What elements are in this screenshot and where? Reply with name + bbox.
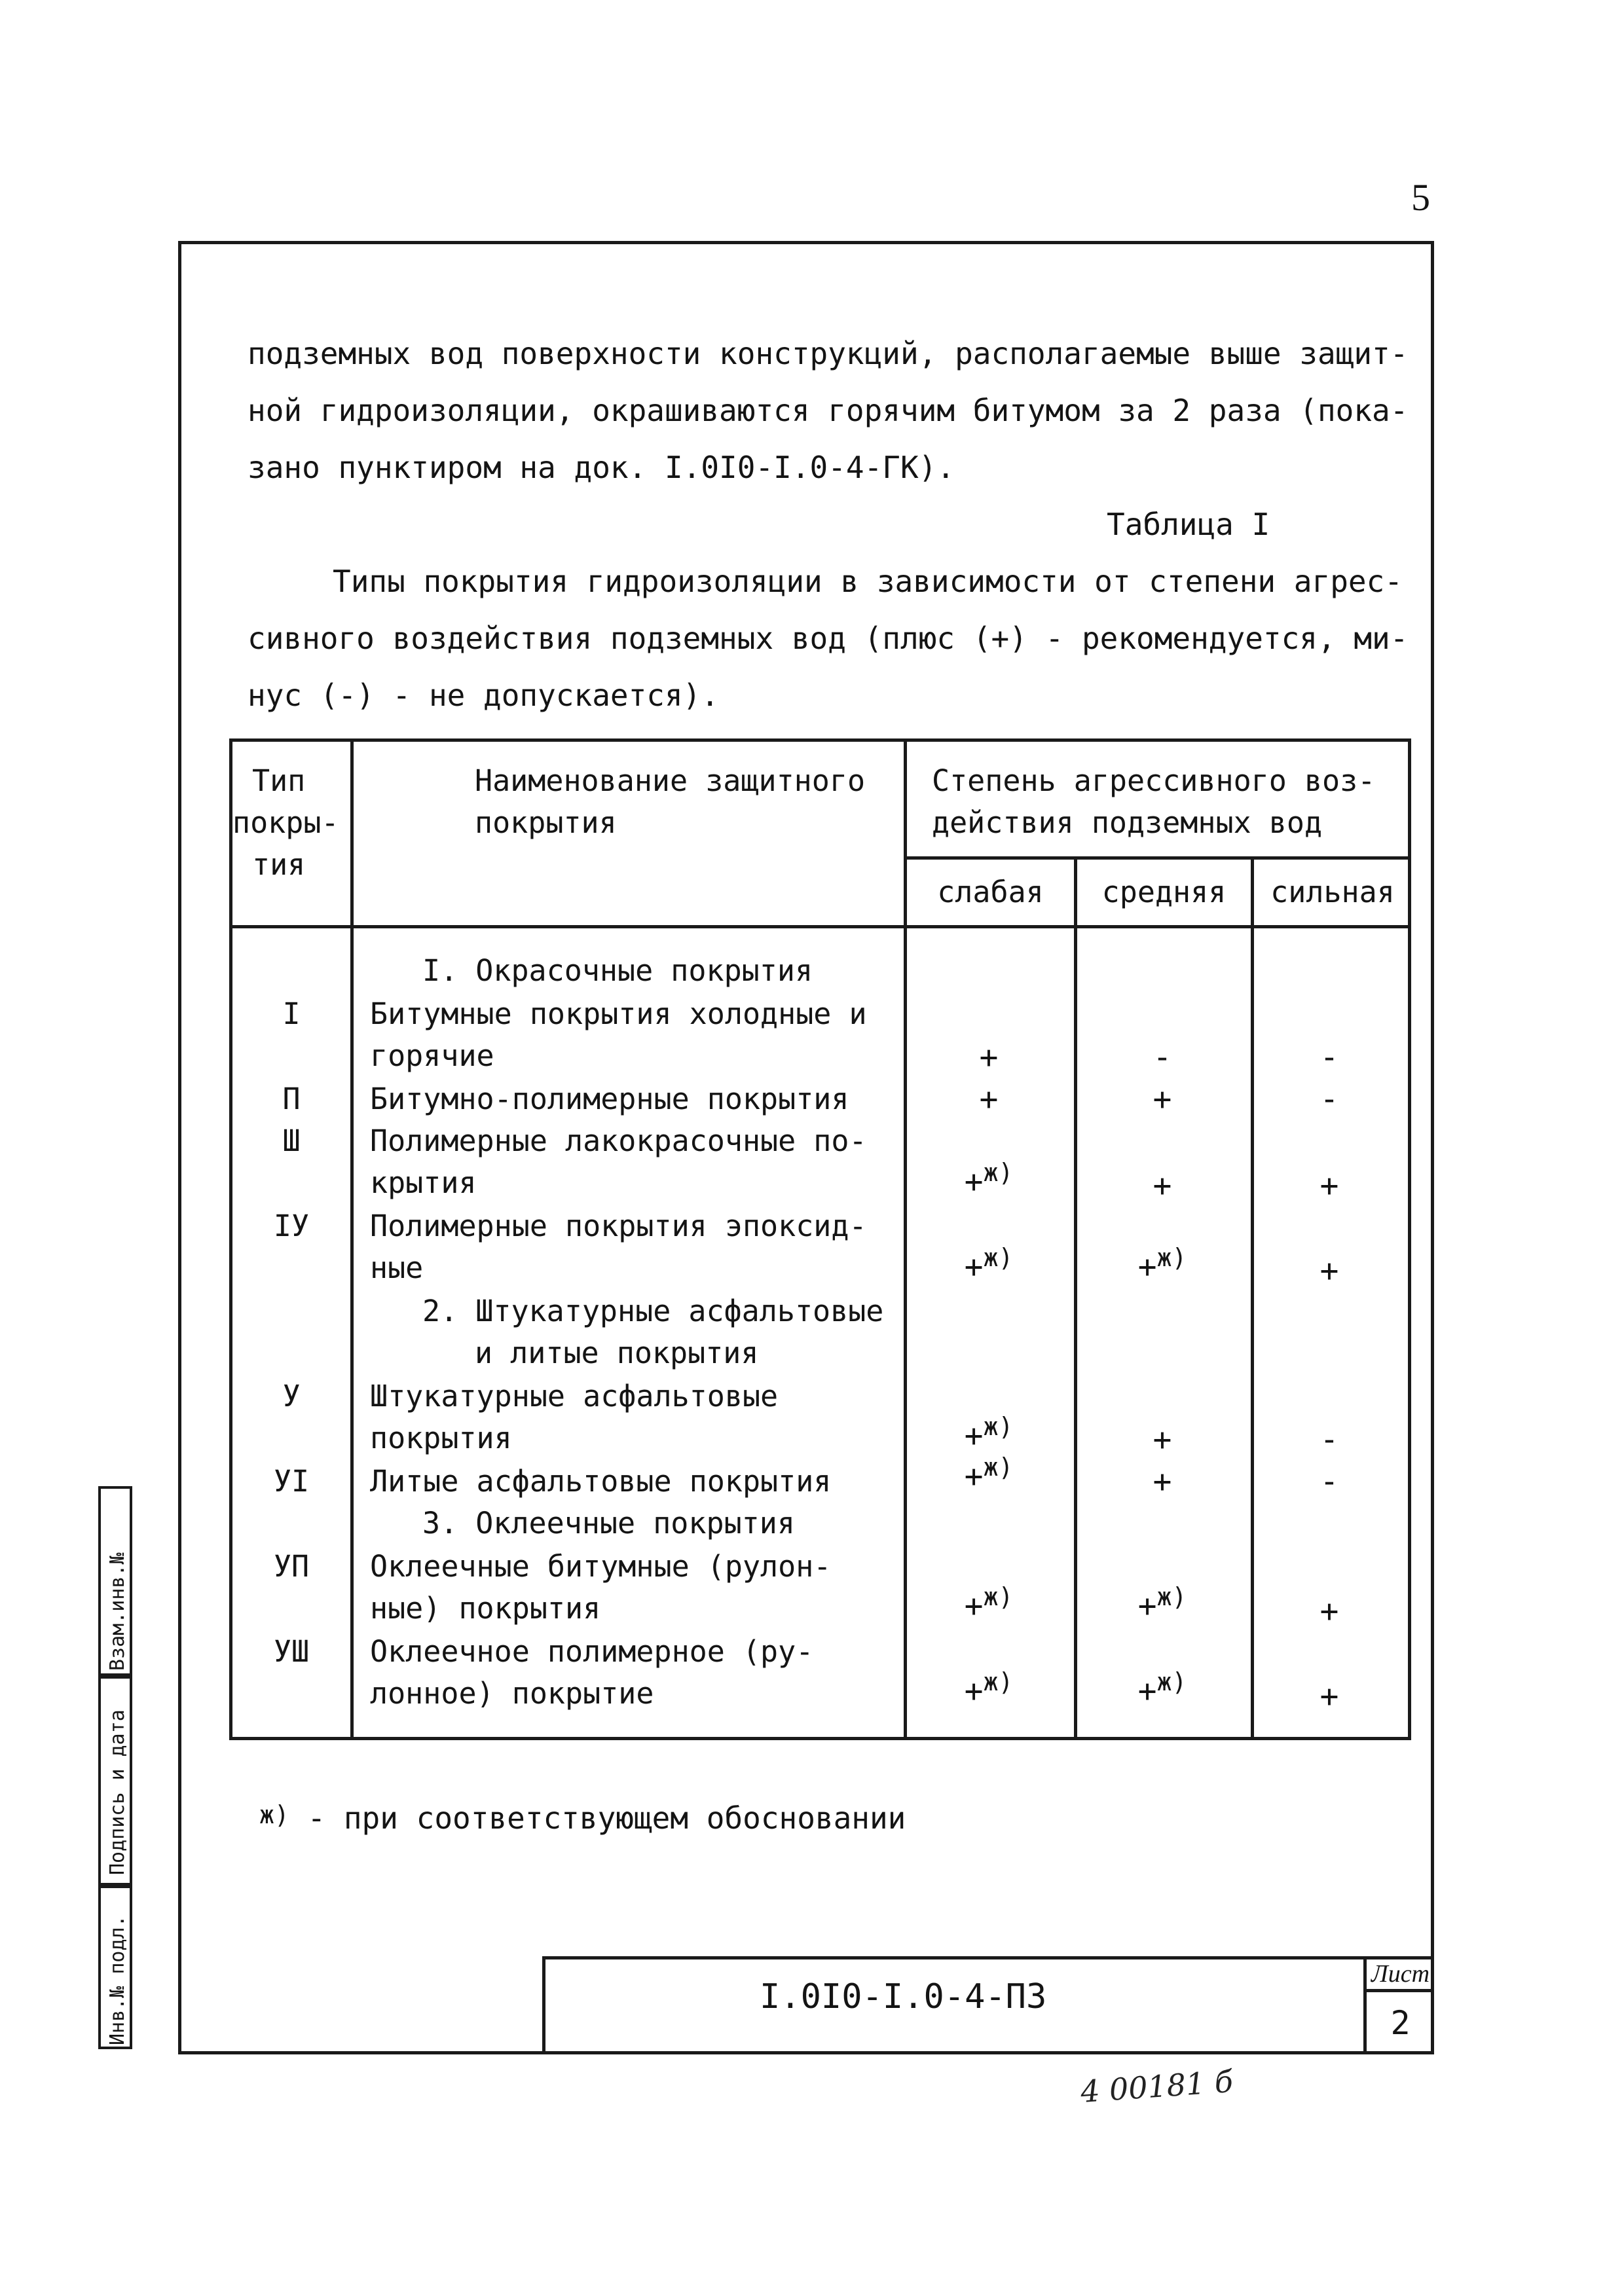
sheet-number: 2 bbox=[1363, 1992, 1434, 2054]
row-name-line-2: лонное) покрытие bbox=[370, 1676, 654, 1711]
row-name-line-1: Оклеечные битумные (рулон- bbox=[370, 1549, 832, 1584]
side-stamp-vzam-inv: Взам.инв.№ bbox=[98, 1486, 132, 1676]
header-type-line-3: тия bbox=[252, 847, 306, 882]
header-type-line-2: покры- bbox=[232, 805, 339, 840]
table-caption: Таблица I bbox=[1107, 507, 1270, 542]
table-title-line-3: нус (-) - не допускается). bbox=[248, 678, 720, 713]
row-medium-mark: - bbox=[1153, 1039, 1172, 1076]
row-name-line-1: Полимерные покрытия эпоксид- bbox=[370, 1209, 867, 1243]
row-strong-mark: - bbox=[1320, 1463, 1339, 1500]
side-stamp bbox=[98, 1486, 177, 2049]
row-strong-mark: - bbox=[1320, 1081, 1339, 1118]
row-type: IУ bbox=[273, 1209, 310, 1243]
document-code: I.0I0-I.0-4-ПЗ bbox=[760, 1977, 1047, 2016]
section-3-title: 3. Оклеечные покрытия bbox=[422, 1506, 795, 1540]
row-name-line-2: ные bbox=[370, 1250, 424, 1285]
row-medium-mark: + bbox=[1153, 1421, 1172, 1458]
row-name-line-2: ные) покрытия bbox=[370, 1591, 601, 1626]
row-type: УШ bbox=[273, 1634, 310, 1669]
row-strong-mark: - bbox=[1320, 1039, 1339, 1076]
row-medium-mark: +$^{ж)}$ bbox=[1137, 1243, 1187, 1285]
header-medium: средняя bbox=[1101, 875, 1227, 909]
row-weak-mark: +$^{ж)}$ bbox=[964, 1453, 1014, 1495]
row-medium-mark: + bbox=[1153, 1167, 1172, 1204]
row-type: Ш bbox=[282, 1123, 301, 1158]
header-type-line-1: Тип bbox=[252, 763, 306, 798]
row-medium-mark: +$^{ж)}$ bbox=[1137, 1582, 1187, 1624]
page-number: 5 bbox=[1411, 176, 1430, 219]
table-title-line-1: Типы покрытия гидроизоляции в зависимости от степени агрес- bbox=[333, 564, 1403, 599]
coatings-table bbox=[229, 738, 1411, 1740]
row-type: П bbox=[282, 1082, 301, 1116]
section-2-title-line-2: и литые покрытия bbox=[475, 1336, 759, 1370]
paragraph-line-3: зано пунктиром на док. I.0I0-I.0-4-ГК). bbox=[248, 450, 955, 485]
row-name-line-2: крытия bbox=[370, 1165, 477, 1200]
paragraph-line-2: ной гидроизоляции, окрашиваются горячим битумом за 2 раза (пока- bbox=[248, 393, 1409, 428]
row-weak-mark: + bbox=[979, 1039, 999, 1076]
row-weak-mark: +$^{ж)}$ bbox=[964, 1582, 1014, 1624]
row-strong-mark: + bbox=[1320, 1593, 1339, 1630]
row-weak-mark: + bbox=[979, 1081, 999, 1118]
row-medium-mark: + bbox=[1153, 1463, 1172, 1500]
side-stamp-signature-date: Подпись и дата bbox=[98, 1676, 132, 1886]
row-name-line-1: Битумно-полимерные покрытия bbox=[370, 1082, 849, 1116]
footnote-mark: ж) bbox=[259, 1800, 289, 1829]
header-weak: слабая bbox=[937, 875, 1044, 909]
row-name-line-1: Штукатурные асфальтовые bbox=[370, 1379, 779, 1413]
table-title-line-2: сивного воздействия подземных вод (плюс (+) - рекомендуется, ми- bbox=[248, 621, 1409, 656]
header-name-line-1: Наименование защитного bbox=[475, 763, 866, 798]
row-name-line-1: Оклеечное полимерное (ру- bbox=[370, 1634, 814, 1669]
row-type: УI bbox=[273, 1464, 310, 1499]
row-strong-mark: + bbox=[1320, 1252, 1339, 1289]
row-name-line-1: Битумные покрытия холодные и bbox=[370, 996, 867, 1031]
footnote bbox=[259, 1800, 906, 1836]
row-type: У bbox=[282, 1379, 301, 1413]
row-type: УП bbox=[273, 1549, 310, 1584]
header-name-line-2: покрытия bbox=[475, 805, 617, 840]
header-strong: сильная bbox=[1270, 875, 1395, 909]
row-type: I bbox=[282, 996, 301, 1031]
section-2-title-line-1: 2. Штукатурные асфальтовые bbox=[422, 1294, 884, 1328]
section-1-title: I. Окрасочные покрытия bbox=[422, 953, 813, 988]
header-degree-line-2: действия подземных вод bbox=[932, 805, 1323, 840]
sheet-label: Лист bbox=[1363, 1956, 1434, 1992]
header-degree-line-1: Степень агрессивного воз- bbox=[932, 763, 1376, 798]
side-stamp-inv-podl: Инв.№ подл. bbox=[98, 1886, 132, 2049]
row-strong-mark: + bbox=[1320, 1678, 1339, 1715]
row-name-line-2: покрытия bbox=[370, 1421, 512, 1455]
row-name-line-1: Литые асфальтовые покрытия bbox=[370, 1464, 832, 1499]
handwritten-note: 4 00181 б bbox=[1079, 2063, 1234, 2110]
row-strong-mark: + bbox=[1320, 1167, 1339, 1204]
row-medium-mark: + bbox=[1153, 1081, 1172, 1118]
row-name-line-2: горячие bbox=[370, 1038, 494, 1073]
row-weak-mark: +$^{ж)}$ bbox=[964, 1158, 1014, 1200]
row-medium-mark: +$^{ж)}$ bbox=[1137, 1667, 1187, 1709]
row-weak-mark: +$^{ж)}$ bbox=[964, 1667, 1014, 1709]
row-strong-mark: - bbox=[1320, 1421, 1339, 1458]
row-weak-mark: +$^{ж)}$ bbox=[964, 1412, 1014, 1454]
paragraph-line-1: подземных вод поверхности конструкций, располагаемые выше защит- bbox=[248, 336, 1409, 371]
row-name-line-1: Полимерные лакокрасочные по- bbox=[370, 1123, 867, 1158]
footnote-text: - при соответствующем обосновании bbox=[289, 1800, 906, 1836]
row-weak-mark: +$^{ж)}$ bbox=[964, 1243, 1014, 1285]
